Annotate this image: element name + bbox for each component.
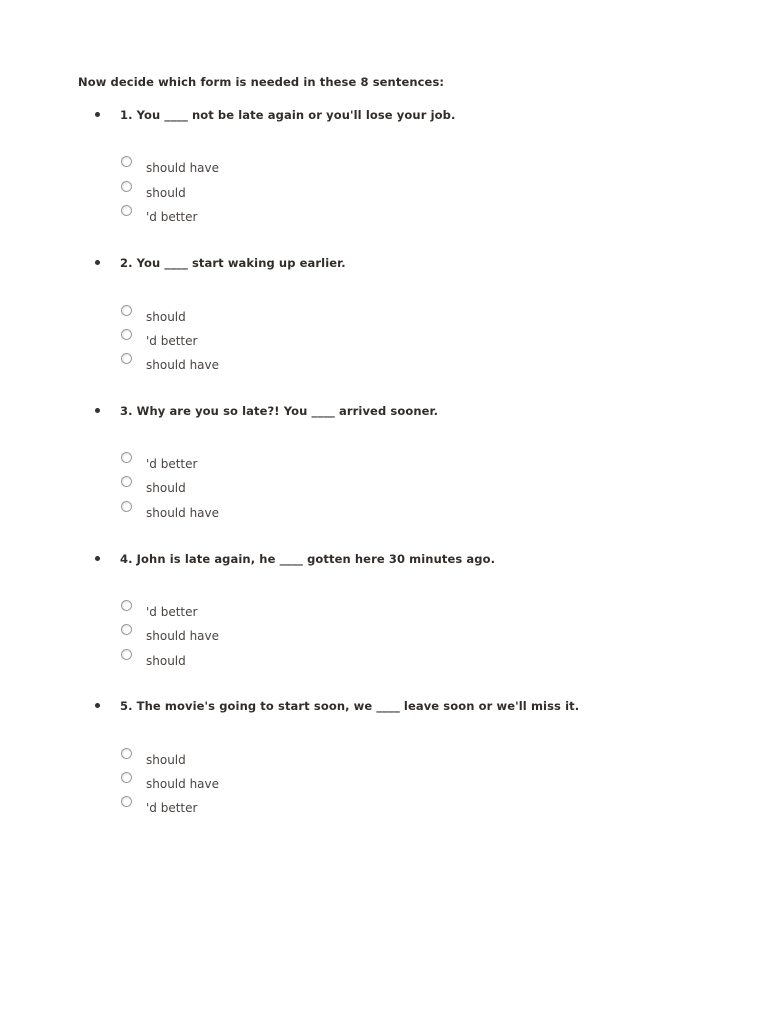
option-label: should have	[146, 777, 220, 791]
radio-button[interactable]	[121, 452, 132, 463]
option-q5-b[interactable]	[120, 772, 320, 792]
question-text: 5. The movie's going to start soon, we ____ leave soon or we'll miss it.	[120, 699, 580, 713]
option-q2-b[interactable]	[120, 329, 320, 349]
option-q2-a[interactable]	[120, 305, 320, 325]
option-label: should	[146, 481, 186, 495]
instructions-heading: Now decide which form is needed in these 8 sentences:	[78, 75, 445, 89]
question-2	[0, 256, 768, 396]
bullet-icon	[95, 408, 100, 413]
option-label: should	[146, 753, 186, 767]
radio-button[interactable]	[121, 796, 132, 807]
option-label: should	[146, 654, 186, 668]
radio-button[interactable]	[121, 329, 132, 340]
radio-button[interactable]	[121, 624, 132, 635]
option-q4-a[interactable]	[120, 600, 320, 620]
radio-button[interactable]	[121, 600, 132, 611]
option-q2-c[interactable]	[120, 353, 320, 373]
question-text: 4. John is late again, he ____ gotten here 30 minutes ago.	[120, 552, 496, 566]
question-text: 1. You ____ not be late again or you'll lose your job.	[120, 108, 456, 122]
option-label: should	[146, 186, 186, 200]
radio-button[interactable]	[121, 305, 132, 316]
option-label: should have	[146, 358, 220, 372]
question-4	[0, 552, 768, 692]
option-label: should have	[146, 161, 220, 175]
radio-button[interactable]	[121, 772, 132, 783]
question-3	[0, 404, 768, 544]
option-q1-a[interactable]	[120, 156, 320, 176]
radio-button[interactable]	[121, 353, 132, 364]
option-label: 'd better	[146, 605, 198, 619]
radio-button[interactable]	[121, 501, 132, 512]
option-q1-c[interactable]	[120, 205, 320, 225]
question-1	[0, 108, 768, 248]
option-q5-a[interactable]	[120, 748, 320, 768]
option-q4-b[interactable]	[120, 624, 320, 644]
question-5	[0, 699, 768, 839]
option-q4-c[interactable]	[120, 649, 320, 669]
question-text: 3. Why are you so late?! You ____ arrived sooner.	[120, 404, 439, 418]
question-text: 2. You ____ start waking up earlier.	[120, 256, 346, 270]
option-label: 'd better	[146, 801, 198, 815]
radio-button[interactable]	[121, 156, 132, 167]
option-label: 'd better	[146, 457, 198, 471]
option-q5-c[interactable]	[120, 796, 320, 816]
option-q1-b[interactable]	[120, 181, 320, 201]
option-label: should have	[146, 506, 220, 520]
bullet-icon	[95, 112, 100, 117]
radio-button[interactable]	[121, 476, 132, 487]
option-label: 'd better	[146, 334, 198, 348]
option-label: 'd better	[146, 210, 198, 224]
option-label: should	[146, 310, 186, 324]
radio-button[interactable]	[121, 181, 132, 192]
bullet-icon	[95, 260, 100, 265]
option-q3-a[interactable]	[120, 452, 320, 472]
bullet-icon	[95, 703, 100, 708]
bullet-icon	[95, 556, 100, 561]
radio-button[interactable]	[121, 205, 132, 216]
radio-button[interactable]	[121, 748, 132, 759]
option-label: should have	[146, 629, 220, 643]
radio-button[interactable]	[121, 649, 132, 660]
option-q3-b[interactable]	[120, 476, 320, 496]
option-q3-c[interactable]	[120, 501, 320, 521]
